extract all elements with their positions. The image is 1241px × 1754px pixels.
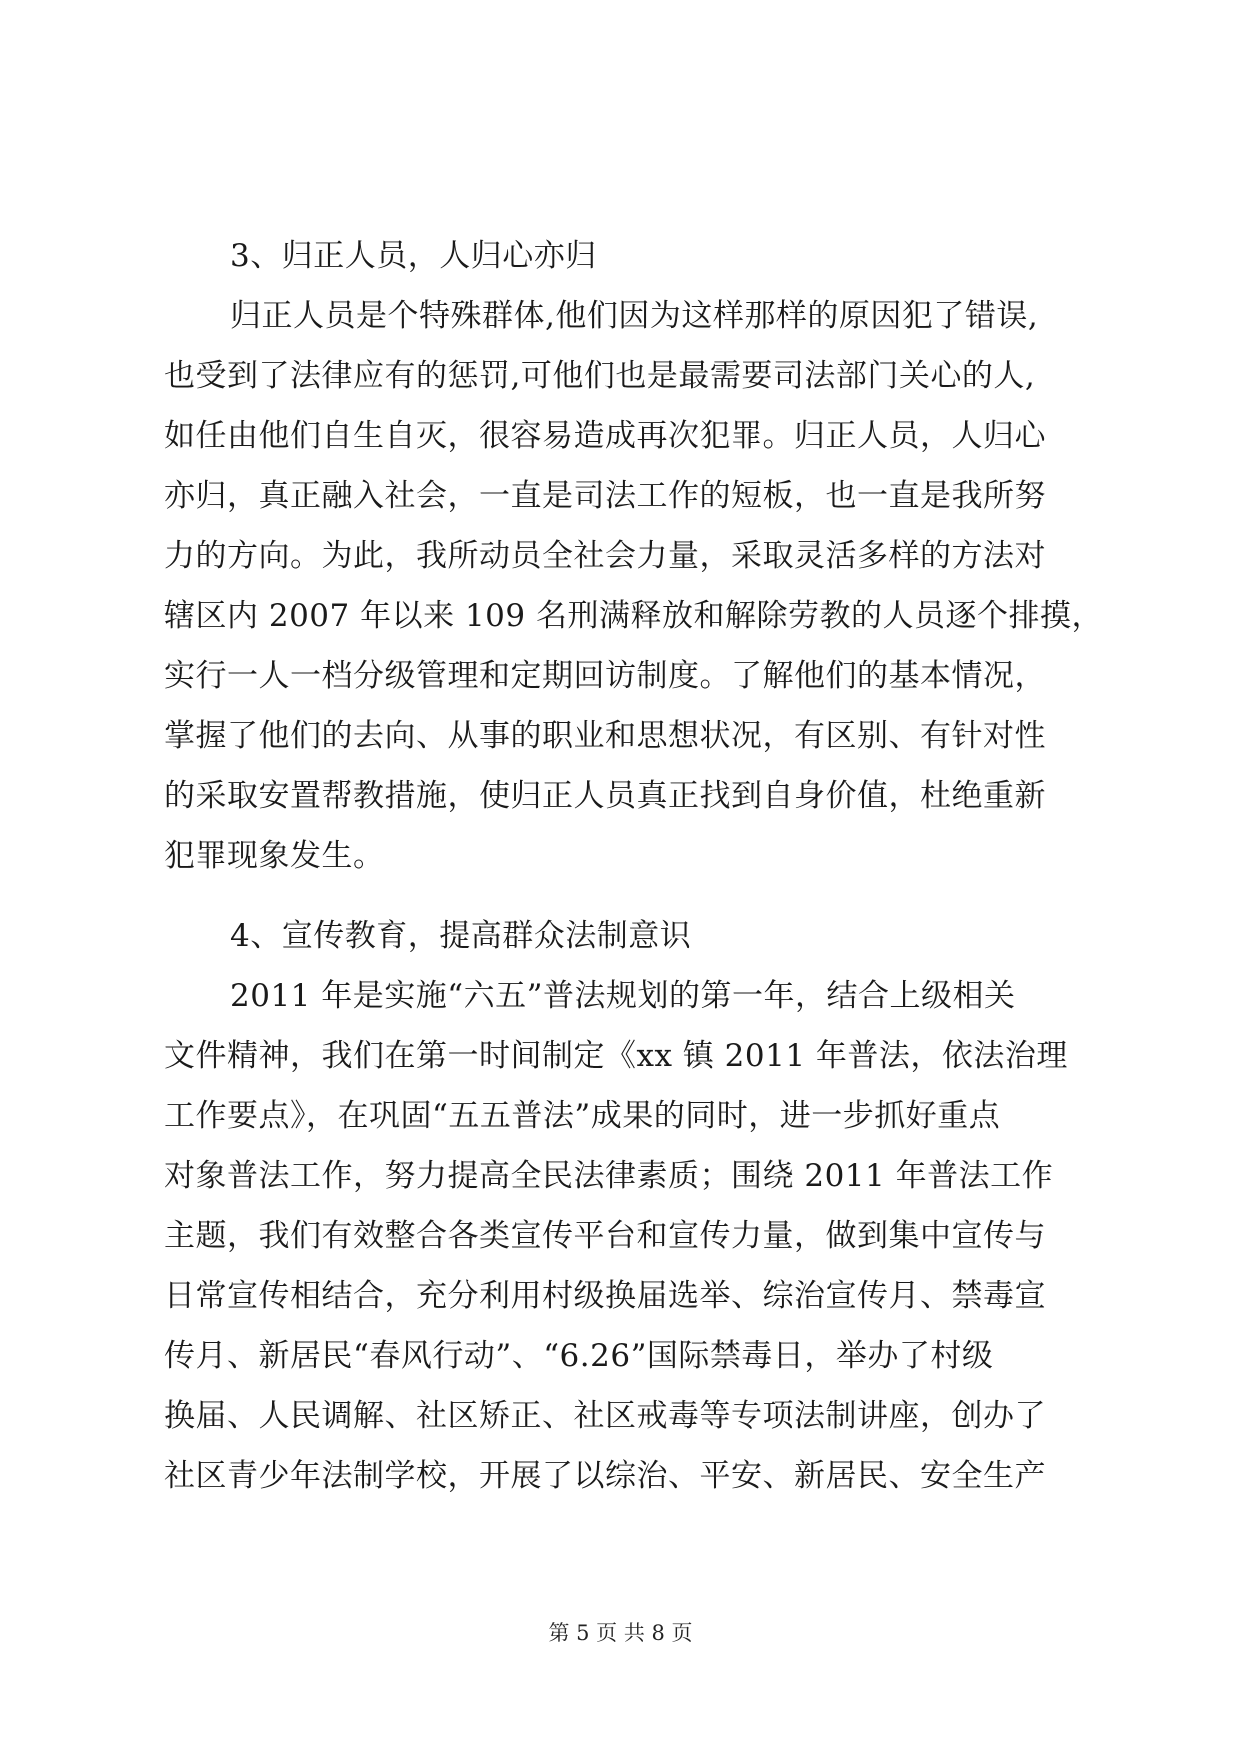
paragraph-line: 辖区内 2007 年以来 109 名刑满释放和解除劳教的人员逐个排摸， [164, 598, 1103, 634]
paragraph-line: 工作要点》，在巩固“五五普法”成果的同时，进一步抓好重点 [164, 1098, 1001, 1134]
paragraph-line: 的采取安置帮教措施，使归正人员真正找到自身价值，杜绝重新 [164, 778, 1046, 814]
paragraph-line: 社区青少年法制学校，开展了以综治、平安、新居民、安全生产 [164, 1458, 1046, 1494]
paragraph-line: 主题，我们有效整合各类宣传平台和宣传力量，做到集中宣传与 [164, 1218, 1046, 1254]
paragraph-line: 实行一人一档分级管理和定期回访制度。了解他们的基本情况， [164, 658, 1046, 694]
paragraph-line: 传月、新居民“春风行动”、“6.26”国际禁毒日，举办了村级 [164, 1338, 994, 1374]
paragraph-line: 2011 年是实施“六五”普法规划的第一年，结合上级相关 [230, 978, 1016, 1014]
paragraph-line: 换届、人民调解、社区矫正、社区戒毒等专项法制讲座，创办了 [164, 1398, 1046, 1434]
paragraph-line: 力的方向。为此，我所动员全社会力量，采取灵活多样的方法对 [164, 538, 1046, 574]
paragraph-line: 日常宣传相结合，充分利用村级换届选举、综治宣传月、禁毒宣 [164, 1278, 1046, 1314]
paragraph-line: 掌握了他们的去向、从事的职业和思想状况，有区别、有针对性 [164, 718, 1046, 754]
paragraph-line: 犯罪现象发生。 [164, 838, 385, 874]
paragraph-line: 文件精神，我们在第一时间制定《xx 镇 2011 年普法，依法治理 [164, 1038, 1068, 1074]
section-heading-4: 4、宣传教育，提高群众法制意识 [230, 918, 692, 954]
paragraph-line: 对象普法工作，努力提高全民法律素质；围绕 2011 年普法工作 [164, 1158, 1054, 1194]
paragraph-line: 亦归，真正融入社会，一直是司法工作的短板，也一直是我所努 [164, 478, 1046, 514]
paragraph-line: 归正人员是个特殊群体,他们因为这样那样的原因犯了错误, [230, 298, 1039, 334]
page-number-footer: 第 5 页 共 8 页 [548, 1621, 693, 1645]
paragraph-line: 也受到了法律应有的惩罚,可他们也是最需要司法部门关心的人, [164, 358, 1036, 394]
paragraph-line: 如任由他们自生自灭，很容易造成再次犯罪。归正人员，人归心 [164, 418, 1046, 454]
section-heading-3: 3、归正人员，人归心亦归 [230, 238, 597, 274]
